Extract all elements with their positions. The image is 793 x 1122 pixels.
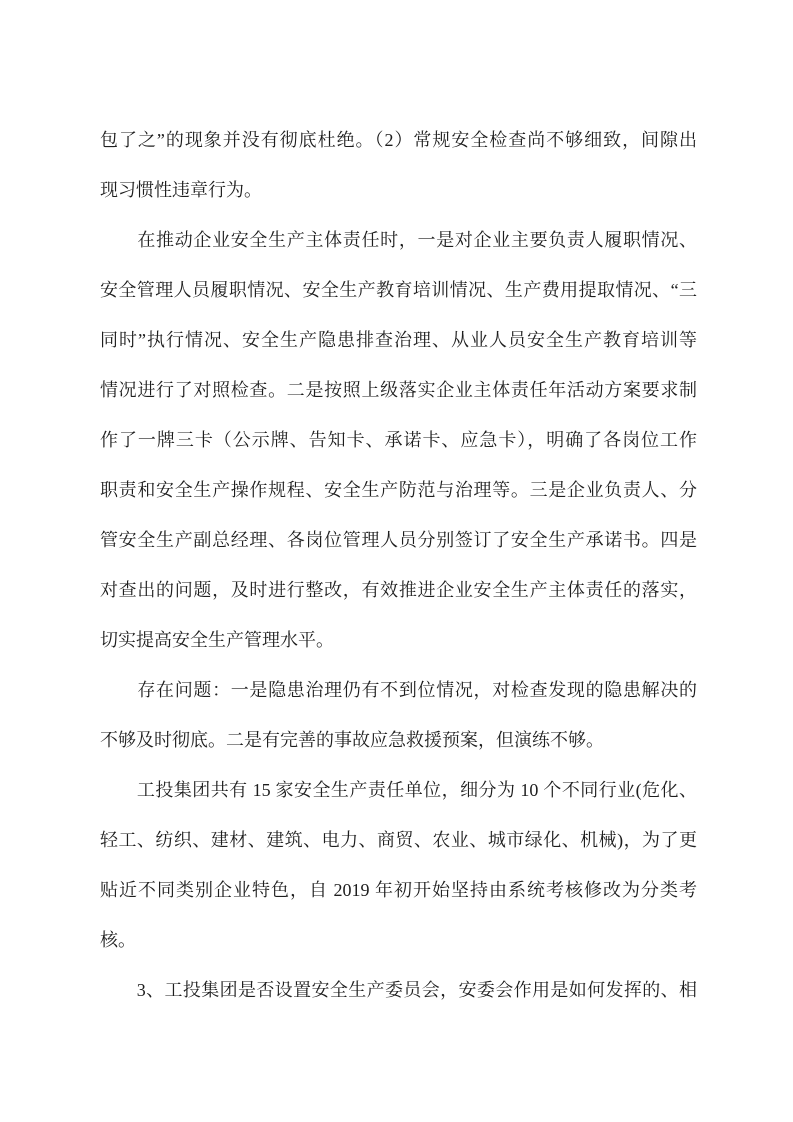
text-line: 安全管理人员履职情况、安全生产教育培训情况、生产费用提取情况、“三: [100, 280, 697, 300]
text-line: 在推动企业安全生产主体责任时，一是对企业主要负责人履职情况、: [100, 230, 697, 250]
text-line: 3、工投集团是否设置安全生产委员会，安委会作用是如何发挥的、相: [100, 980, 697, 1000]
text-line: 不够及时彻底。二是有完善的事故应急救援预案，但演练不够。: [100, 730, 604, 750]
text-line: 核。: [100, 930, 136, 950]
text-line: 管安全生产副总经理、各岗位管理人员分别签订了安全生产承诺书。四是: [100, 530, 697, 550]
text-line: 作了一牌三卡（公示牌、告知卡、承诺卡、应急卡），明确了各岗位工作: [100, 430, 697, 450]
text-line: 情况进行了对照检查。二是按照上级落实企业主体责任年活动方案要求制: [100, 380, 697, 400]
text-line: 同时”执行情况、安全生产隐患排查治理、从业人员安全生产教育培训等: [100, 330, 697, 350]
text-line: 工投集团共有 15 家安全生产责任单位，细分为 10 个不同行业(危化、: [100, 780, 697, 800]
text-line: 包了之”的现象并没有彻底杜绝。（2）常规安全检查尚不够细致，间隙出: [100, 130, 697, 150]
text-line: 轻工、纺织、建材、建筑、电力、商贸、农业、城市绿化、机械)，为了更: [100, 830, 697, 850]
text-line: 现习惯性违章行为。: [100, 180, 262, 200]
text-line: 切实提高安全生产管理水平。: [100, 630, 334, 650]
text-line: 贴近不同类别企业特色，自 2019 年初开始坚持由系统考核修改为分类考: [100, 880, 697, 900]
text-line: 职责和安全生产操作规程、安全生产防范与治理等。三是企业负责人、分: [100, 480, 697, 500]
text-line: 存在问题：一是隐患治理仍有不到位情况，对检查发现的隐患解决的: [100, 680, 697, 700]
text-line: 对查出的问题，及时进行整改，有效推进企业安全生产主体责任的落实，: [100, 580, 697, 600]
document-body: [100, 115, 697, 1015]
